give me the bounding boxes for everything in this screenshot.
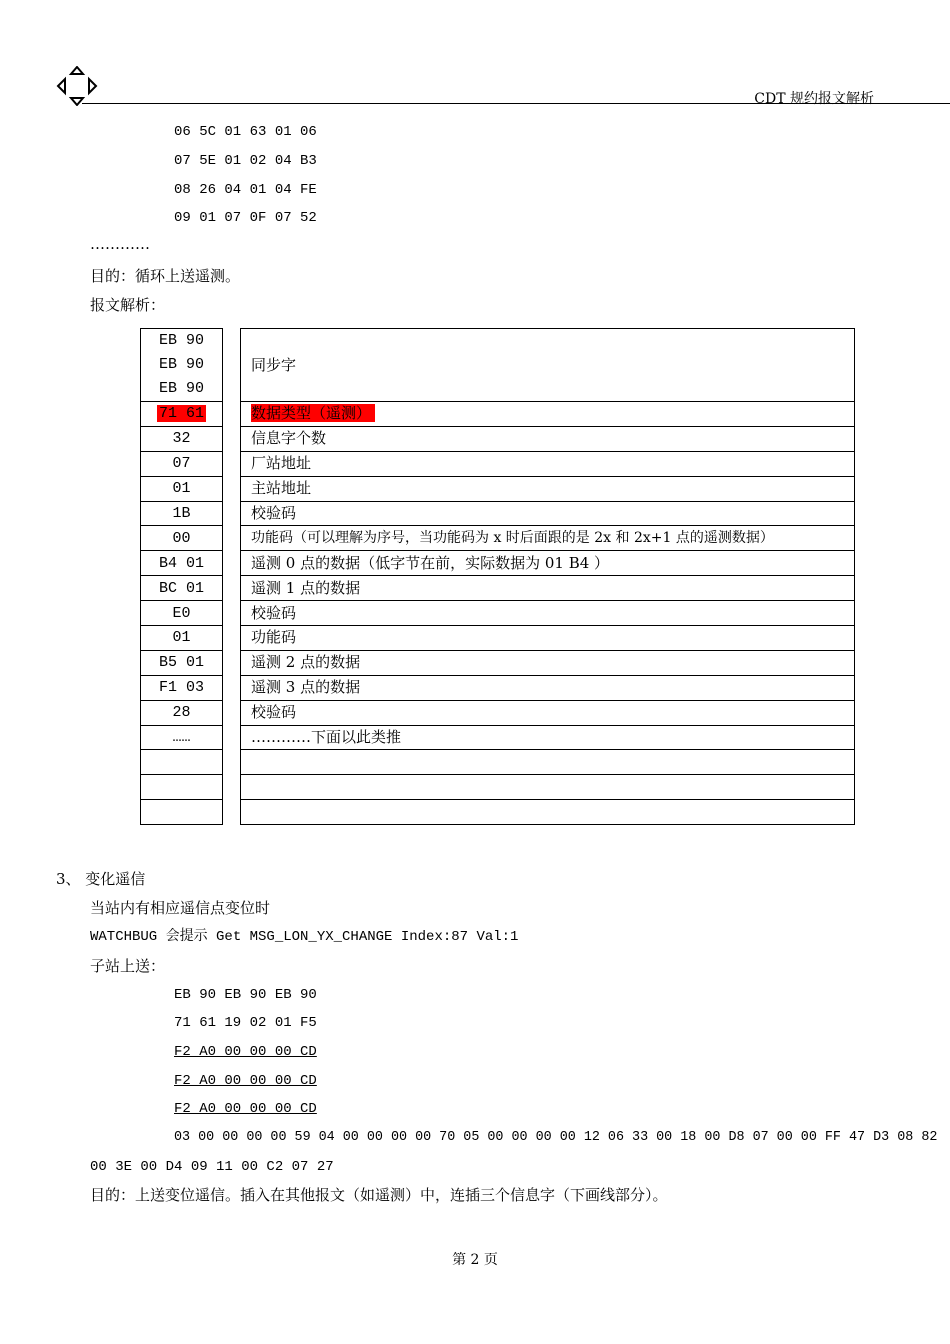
desc-cell: 功能码（可以理解为序号，当功能码为 x 时后面跟的是 2x 和 2x+1 点的遥测数据）	[241, 526, 855, 551]
desc-cell: 校验码	[241, 601, 855, 626]
code-cell	[141, 775, 223, 800]
table-row	[141, 601, 223, 626]
desc-cell: 遥测 1 点的数据	[241, 576, 855, 601]
hex-line-underlined: F2 A0 00 00 00 CD	[174, 1073, 317, 1089]
code-cell: BC 01	[141, 576, 223, 601]
table-row	[141, 675, 223, 700]
table-row	[241, 576, 855, 601]
table-row	[241, 626, 855, 651]
logo-icon	[56, 66, 98, 106]
table-row	[141, 725, 223, 750]
code-cell: ……	[141, 725, 223, 750]
table-row	[141, 775, 223, 800]
desc-cell: 校验码	[241, 700, 855, 725]
sync-code-cell	[141, 329, 223, 402]
desc-cell: 同步字	[241, 329, 855, 402]
hex-line: 07 5E 01 02 04 B3	[174, 153, 317, 169]
hex-line: 06 5C 01 63 01 06	[174, 124, 317, 140]
table-row	[241, 675, 855, 700]
table-row	[241, 775, 855, 800]
table-row	[141, 476, 223, 501]
code-cell: 01	[141, 626, 223, 651]
table-row	[141, 750, 223, 775]
hex-line: 08 26 04 01 04 FE	[174, 182, 317, 198]
desc-cell	[241, 750, 855, 775]
table-row	[241, 750, 855, 775]
desc-cell: 信息字个数	[241, 426, 855, 451]
purpose-text: 目的：循环上送遥测。	[90, 267, 241, 285]
table-row	[141, 501, 223, 526]
hex-line: 03 00 00 00 00 59 04 00 00 00 00 70 05 00 00 00 00 12 06 33 00 18 00 D8 07 00 00 FF 47 D3 08 82	[174, 1130, 938, 1145]
sync-code: EB 90	[158, 356, 204, 373]
purpose-text: 目的：上送变位遥信。插入在其他报文（如遥测）中，连插三个信息字（下画线部分）。	[90, 1186, 668, 1204]
section-heading: 3、 变化遥信	[56, 870, 146, 888]
table-row	[241, 650, 855, 675]
table-row	[241, 700, 855, 725]
desc-value-highlight: 数据类型（遥测）	[251, 404, 375, 422]
table-row	[241, 329, 855, 402]
code-table	[140, 328, 223, 825]
desc-cell: 厂站地址	[241, 451, 855, 476]
code-cell	[141, 800, 223, 825]
code-cell: E0	[141, 601, 223, 626]
table-row	[241, 426, 855, 451]
hex-line: EB 90 EB 90 EB 90	[174, 987, 317, 1003]
table-row	[141, 800, 223, 825]
hex-line: 71 61 19 02 01 F5	[174, 1015, 317, 1031]
code-cell: 00	[141, 526, 223, 551]
code-cell: B5 01	[141, 650, 223, 675]
body-text: 当站内有相应遥信点变位时	[90, 899, 271, 917]
code-cell: 07	[141, 451, 223, 476]
code-cell: 28	[141, 700, 223, 725]
table-row	[141, 451, 223, 476]
desc-cell	[241, 775, 855, 800]
table-row	[141, 426, 223, 451]
desc-cell: 遥测 3 点的数据	[241, 675, 855, 700]
body-text: WATCHBUG 会提示 Get MSG_LON_YX_CHANGE Index:87 Val:1	[90, 929, 519, 945]
desc-cell: 功能码	[241, 626, 855, 651]
sync-code: EB 90	[158, 332, 204, 349]
desc-cell	[241, 402, 855, 427]
code-cell: 32	[141, 426, 223, 451]
table-row	[141, 700, 223, 725]
code-cell	[141, 402, 223, 427]
table-row	[141, 551, 223, 576]
page-number: 第 2 页	[452, 1252, 498, 1268]
code-cell: B4 01	[141, 551, 223, 576]
table-row	[241, 601, 855, 626]
code-value-highlight: 71 61	[158, 405, 204, 423]
desc-cell	[241, 800, 855, 825]
table-row	[141, 402, 223, 427]
description-table	[240, 328, 855, 825]
code-cell: F1 03	[141, 675, 223, 700]
table-row	[241, 476, 855, 501]
table-row	[241, 551, 855, 576]
desc-cell: 遥测 0 点的数据（低字节在前，实际数据为 01 B4 ）	[241, 551, 855, 576]
table-row	[241, 725, 855, 750]
hex-line: 00 3E 00 D4 09 11 00 C2 07 27	[90, 1159, 334, 1175]
analysis-label: 报文解析：	[90, 296, 166, 314]
code-cell	[141, 750, 223, 775]
table-row	[241, 402, 855, 427]
header-title: CDT 规约报文解析	[754, 91, 874, 107]
table-row	[141, 576, 223, 601]
header-rule	[82, 103, 950, 104]
code-cell: 1B	[141, 501, 223, 526]
hex-line-underlined: F2 A0 00 00 00 CD	[174, 1101, 317, 1117]
desc-cell: 遥测 2 点的数据	[241, 650, 855, 675]
hex-line-underlined: F2 A0 00 00 00 CD	[174, 1044, 317, 1060]
table-row	[141, 650, 223, 675]
table-row	[241, 800, 855, 825]
table-row	[141, 626, 223, 651]
code-cell: 01	[141, 476, 223, 501]
table-row	[241, 501, 855, 526]
desc-cell: …………下面以此类推	[241, 725, 855, 750]
desc-cell: 校验码	[241, 501, 855, 526]
body-text: 子站上送：	[90, 957, 166, 975]
desc-cell: 主站地址	[241, 476, 855, 501]
hex-line: 09 01 07 0F 07 52	[174, 210, 317, 226]
sync-code: EB 90	[158, 380, 204, 397]
table-row	[241, 526, 855, 551]
table-row	[241, 451, 855, 476]
ellipsis-text: …………	[90, 235, 150, 253]
table-row	[141, 329, 223, 402]
table-row	[141, 526, 223, 551]
